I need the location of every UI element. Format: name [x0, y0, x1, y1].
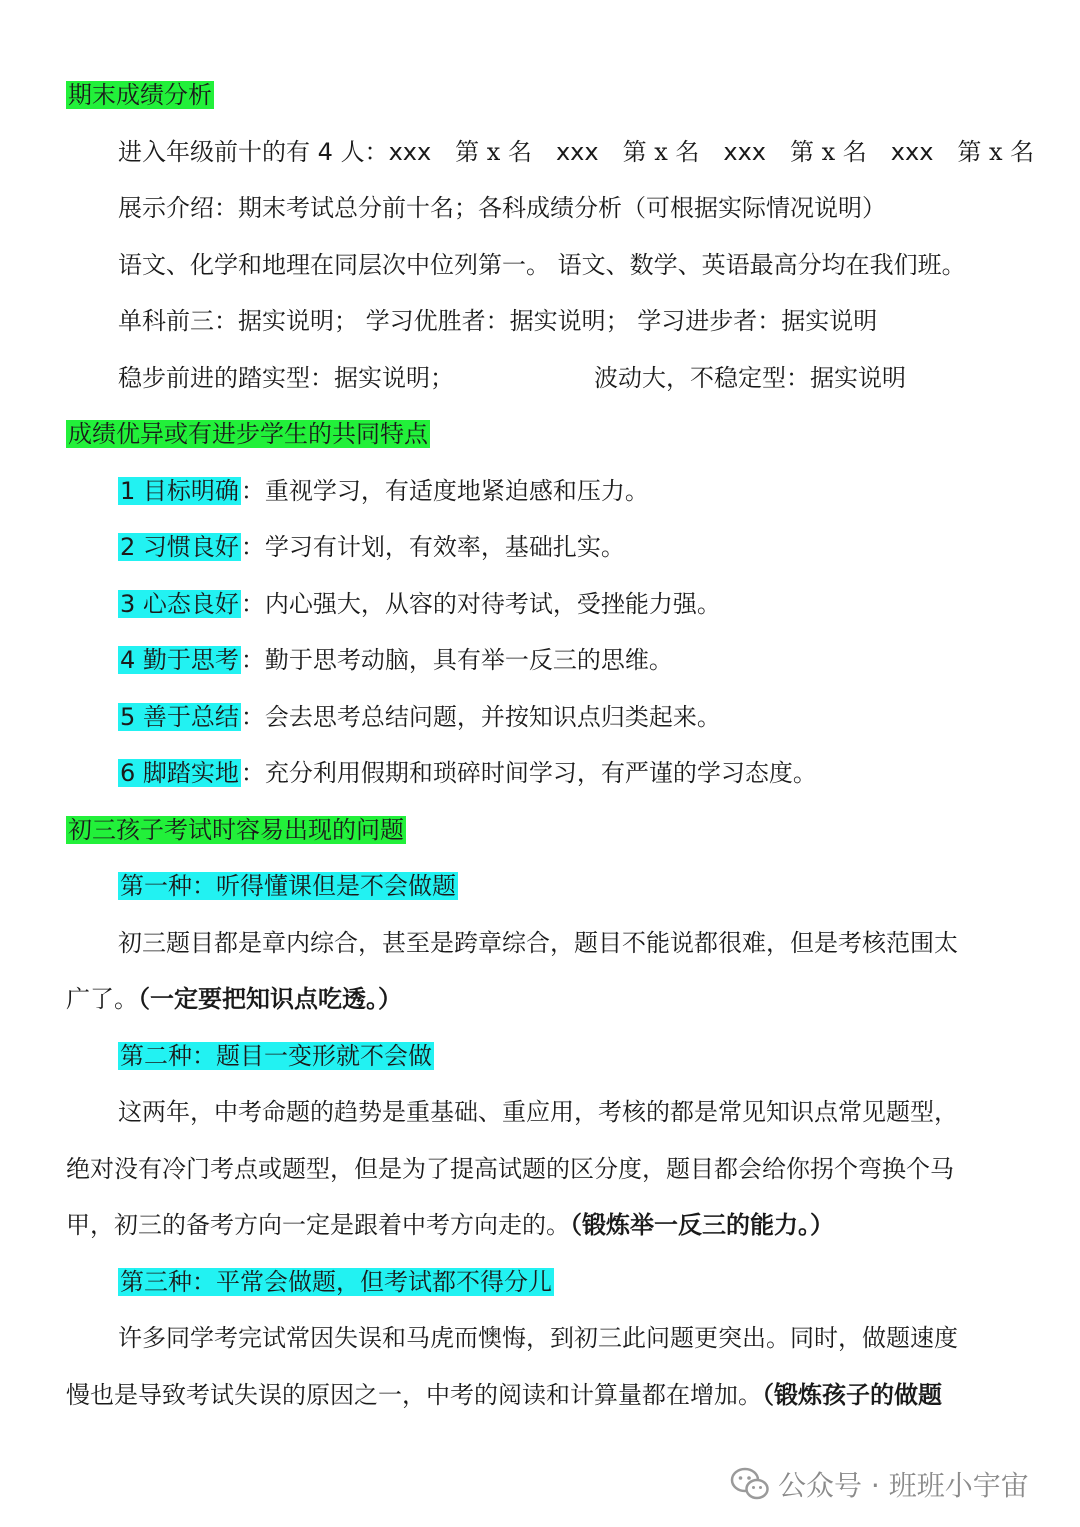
problem-3-line-1: 许多同学考完试常因失误和马虎而懊悔，到初三此问题更突出。同时，做题速度: [118, 1324, 958, 1352]
top10-prefix: 进入年级前十的有: [118, 138, 310, 166]
list-item: [118, 640, 1080, 680]
top10-rank-3: 第 x 名: [789, 138, 867, 166]
item-text: ：充分利用假期和琐碎时间学习，有严谨的学习态度。: [240, 759, 817, 787]
problem-2-tip: （锻炼举一反三的能力。）: [570, 1210, 834, 1239]
top10-name-3: xxx: [723, 138, 766, 166]
heading-text: 期末成绩分析: [68, 81, 212, 109]
problem-2-line-1: 这两年，中考命题的趋势是重基础、重应用，考核的都是常见知识点常见题型，: [118, 1098, 958, 1126]
problem-1-tip: （一定要把知识点吃透。）: [138, 984, 402, 1013]
wechat-icon: [730, 1467, 770, 1501]
watermark-text: 公众号 · 班班小宇宙: [778, 1469, 1029, 1502]
top10-count: 4: [317, 138, 333, 166]
item-label: 4 勤于思考: [120, 646, 239, 674]
problem-3-tip: （锻炼孩子的做题: [762, 1380, 942, 1409]
problem-1-line-2: 广了。（一定要把知识点吃透。）: [66, 984, 402, 1013]
awards-line: 单科前三：据实说明； 学习优胜者：据实说明； 学习进步者：据实说明: [118, 307, 878, 335]
top10-suffix: 人：: [340, 138, 389, 166]
top10-rank-2: 第 x 名: [622, 138, 700, 166]
problem-1-title: 第一种：听得懂课但是不会做题: [120, 872, 456, 900]
item-text: ：会去思考总结问题，并按知识点归类起来。: [240, 703, 721, 731]
top10-name-2: xxx: [555, 138, 599, 166]
item-text: ：学习有计划，有效率，基础扎实。: [240, 533, 625, 561]
problem-2-title: 第二种：题目一变形就不会做: [120, 1042, 432, 1070]
problem-1-line-1: 初三题目都是章内综合，甚至是跨章综合，题目不能说都很难，但是考核范围太: [118, 929, 958, 957]
list-item: [118, 697, 1080, 737]
list-item: [118, 584, 1080, 624]
item-text: ：重视学习，有适度地紧迫感和压力。: [240, 477, 649, 505]
section-heading-traits: [66, 414, 1080, 454]
problem-2-line-3: 甲，初三的备考方向一定是跟着中考方向走的。（锻炼举一反三的能力。）: [66, 1210, 834, 1239]
item-label: 6 脚踏实地: [120, 759, 239, 787]
section-heading-problems: [66, 810, 1080, 850]
subject-rank-line: 语文、化学和地理在同层次中位列第一。 语文、数学、英语最高分均在我们班。: [118, 251, 966, 279]
intro-line: 展示介绍：期末考试总分前十名；各科成绩分析（可根据实际情况说明）: [118, 194, 886, 222]
heading-text: 初三孩子考试时容易出现的问题: [68, 816, 404, 844]
heading-text: 成绩优异或有进步学生的共同特点: [68, 420, 428, 448]
item-label: 2 习惯良好: [120, 533, 239, 561]
steady-type: 稳步前进的踏实型：据实说明；: [118, 364, 454, 392]
item-label: 1 目标明确: [120, 477, 239, 505]
item-label: 3 心态良好: [120, 590, 239, 618]
item-text: ：内心强大，从容的对待考试，受挫能力强。: [240, 590, 721, 618]
section-heading-exam-analysis: [66, 75, 1080, 115]
problem-3-line-2: 慢也是导致考试失误的原因之一，中考的阅读和计算量都在增加。（锻炼孩子的做题: [66, 1380, 942, 1409]
top10-rank-1: 第 x 名: [455, 138, 532, 166]
fluctuating-type: 波动大，不稳定型：据实说明: [594, 364, 906, 392]
top10-line: [118, 132, 1080, 172]
problem-3-title: 第三种：平常会做题，但考试都不得分儿: [120, 1268, 552, 1296]
top10-name-4: xxx: [890, 138, 934, 166]
top10-name-1: xxx: [388, 138, 432, 166]
list-item: [118, 753, 1080, 793]
stability-line: [118, 358, 1080, 398]
list-item: [118, 471, 1080, 511]
list-item: [118, 527, 1080, 567]
watermark: [730, 1464, 1029, 1504]
top10-rank-4: 第 x 名: [957, 138, 1035, 166]
item-text: ：勤于思考动脑，具有举一反三的思维。: [240, 646, 673, 674]
item-label: 5 善于总结: [120, 703, 239, 731]
problem-2-line-2: 绝对没有冷门考点或题型，但是为了提高试题的区分度，题目都会给你拐个弯换个马: [66, 1155, 954, 1183]
